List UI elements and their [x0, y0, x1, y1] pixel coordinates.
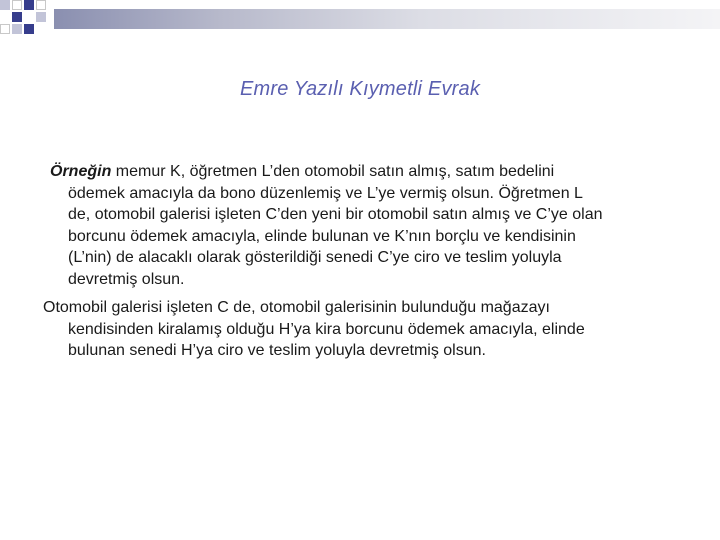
- paragraph-line: (L’nin) de alacaklı olarak gösterildiği senedi C’ye ciro ve teslim yoluyla: [68, 249, 562, 266]
- paragraph-continuation: [43, 297, 693, 362]
- decor-square: [0, 0, 10, 10]
- paragraph-line: kendisinden kiralamış olduğu H’ya kira borcunu ödemek amacıyla, elinde: [68, 320, 585, 338]
- slide-title: Emre Yazılı Kıymetli Evrak: [239, 78, 481, 100]
- decor-square: [24, 0, 34, 10]
- header-gradient-bar: [54, 9, 720, 29]
- paragraph-line: bulunan senedi H’ya ciro ve teslim yoluyla devretmiş olsun.: [68, 342, 486, 359]
- paragraph-line: devretmiş olsun.: [68, 270, 185, 288]
- decor-square: [36, 12, 46, 22]
- decor-square: [24, 24, 34, 34]
- decor-square: [36, 0, 46, 10]
- decor-square: [12, 24, 22, 34]
- lead-emphasis: Örneğin: [50, 163, 112, 180]
- paragraph-line: de, otomobil galerisi işleten C’den yeni bir otomobil satın almış ve C’ye olan: [68, 206, 603, 223]
- paragraph-line: ödemek amacıyla da bono düzenlemiş ve L’ye vermiş olsun. Öğretmen L: [68, 184, 583, 202]
- paragraph-line: borcunu ödemek amacıyla, elinde bulunan ve K’nın borçlu ve kendisinin: [68, 227, 576, 245]
- decor-square: [0, 24, 10, 34]
- decor-square: [12, 0, 22, 10]
- paragraph-example: [50, 161, 690, 290]
- decor-square: [12, 12, 22, 22]
- slide-header-decoration: [0, 0, 720, 40]
- paragraph-line: Otomobil galerisi işleten C de, otomobil galerisinin bulunduğu mağazayı: [43, 299, 550, 316]
- paragraph-line: [50, 161, 690, 183]
- paragraph-line-text: memur K, öğretmen L’den otomobil satın almış, satım bedelini: [111, 163, 555, 180]
